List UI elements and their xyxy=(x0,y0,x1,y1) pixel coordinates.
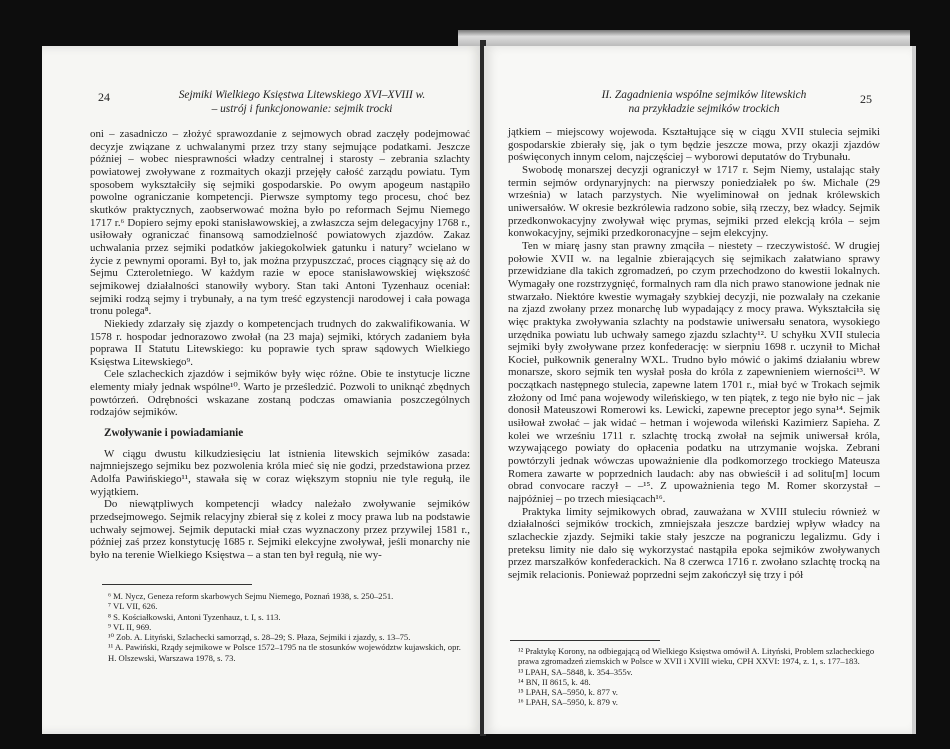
running-head-left-line2: – ustrój i funkcjonowanie: sejmik trocki xyxy=(211,103,393,115)
running-head-right xyxy=(554,88,854,116)
running-head-right-line2: na przykładzie sejmików trockich xyxy=(628,103,780,115)
paragraph: oni – zasadniczo – złożyć sprawozdanie z sejmowych obrad zaczęły podejmować decyzje związane z uchwalanymi przez trzy stany sejmujące podatkami. Jeszcze później – wobec niesprawności władzy centralnej i starosty – zebrania szlachty powiatowej zwoływane z rozmaitych okazji przejęły całość zarządu powiatu. Tym sposobem wykształciły się sejmiki gospodarskie. Po owym apogeum nastąpiło powolne ograniczanie kompetencji. Pierwsze symptomy tego procesu, choć bez skutków praktycznych, zaobserwować można było po reformach Sejmu Niemego 1717 r.⁶ Dopiero sejmy epoki stanisławowskiej, a zwłaszcza sejm delegacyjny 1768 r., usiłowały ograniczać finansową samodzielność powiatowych zjazdów. Zakaz uchwalania przez sejmiki podatków jakiegokolwiek gatunku i natury⁷ wcielano w życie z pewnymi oporami. Był to, jak można przypuszczać, proces ciągnący się aż do Sejmu Czteroletniego. W każdym razie w epoce stanisławowskiej większość sejmikowej działalności stanowiły wybory. Stan taki Antoni Tyzenhauz oceniał: sejmiki rodzą sejmy i trybunały, a na tym treść egzystencji narodowej i cała powaga tronu polega⁸. xyxy=(90,128,470,318)
footnote: ¹⁶ LPAH, SA–5950, k. 879 v. xyxy=(518,697,618,708)
running-head-left-line1: Sejmiki Wielkiego Księstwa Litewskiego XVI–XVIII w. xyxy=(178,89,426,101)
paragraph: Niekiedy zdarzały się zjazdy o kompetencjach trudnych do zakwalifikowania. W 1578 r. hospodar jednorazowo zwołał (na 23 maja) sejmiki, których zadaniem była poprawa II Statutu Litewskiego: ku poprawie tych spraw sądowych Wielkiego Księstwa Litewskiego⁹. xyxy=(90,317,470,368)
footnote: ¹² Praktykę Korony, na odbiegającą od Wielkiego Księstwa omówił A. Lityński, Problem szlacheckiego prawa zgromadzeń ziemskich w Polsce w XVII i XVIII wieku, CPH XXVI: 1974, z. 1, s. 177–183. xyxy=(518,646,875,667)
paragraph: Praktyka limity sejmikowych obrad, zauważana w XVIII stuleciu również w działalności sejmików trockich, zmniejszała jeszcze bardziej wpływ władcy na szlacheckie zjazdy. Sejmiki takie stały jeszcze na pograniczu legalizmu. Gdy i preteksu limity nie dało się wykorzystać nastąpiła epoka sejmików zwoływanych przez marszałków konfederackich. Na 8 czerwca 1716 r. zwołano szlachtę trocką na sejmik relacionis. Ponieważ poprzedni sejm zakończył się trzy i pół xyxy=(508,505,880,581)
section-heading: Zwoływanie i powiadamianie xyxy=(104,427,244,440)
right-footnotes xyxy=(506,646,880,708)
book-top-edge xyxy=(458,30,910,46)
footnote: ¹⁵ LPAH, SA–5950, k. 877 v. xyxy=(518,687,618,698)
right-body-text xyxy=(508,126,880,582)
left-body-text xyxy=(90,128,470,562)
footnote: ¹⁰ Zob. A. Lityński, Szlachecki samorząd, s. 28–29; S. Płaza, Sejmiki i zjazdy, s. 13–75. xyxy=(108,632,411,643)
footnote: ⁸ S. Kościałkowski, Antoni Tyzenhauz, t. I, s. 113. xyxy=(108,611,281,622)
footnote: ⁹ VL II, 969. xyxy=(108,621,152,632)
footnote-rule xyxy=(510,640,660,641)
footnote: ¹¹ A. Pawiński, Rządy sejmikowe w Polsce 1572–1795 na tle stosunków województw kujawskich, opr. H. Olszewski, Warszawa 1978, s. 73. xyxy=(108,642,461,663)
running-head-right-line1: II. Zagadnienia wspólne sejmików litewskich xyxy=(601,89,807,101)
footnote: ⁷ VL VII, 626. xyxy=(108,601,158,612)
paragraph: Swobodę monarszej decyzji ograniczył w 1717 r. Sejm Niemy, ustalając stały termin sejmów ordynaryjnych: na pierwszy poniedziałek po św. Michale (29 września) w latach parzystych. Nie wyeliminował on jednak królewskich uniwersałów. W okresie bezkrólewia radzono sobie, siłą rzeczy, bez władcy. Sejmik przedkonwokacyjny zwoływał więc prymas, sejmiki przed elekcją króla – sejm konwokacyjny, sejmiki przedkoronacyjne – sejm elekcyjny. xyxy=(508,163,880,240)
footnote: ⁶ M. Nycz, Geneza reform skarbowych Sejmu Niemego, Poznań 1938, s. 250–251. xyxy=(108,591,394,601)
footnote: ¹³ LPAH, SA–5848, k. 354–355v. xyxy=(518,666,633,677)
paragraph: Do niewątpliwych kompetencji władcy należało zwoływanie sejmików przedsejmowego. Sejmik relacyjny zbierał się z kolei z mocy prawa lub na podstawie uchwały sejmowej. Sejmik deputacki miał czas wyznaczony przez przywilej 1581 r., później zaś przez konstytucję 1685 r. Sejmiki elekcyjne zwoływał, jeśli monarchy nie było na terenie Wielkiego Księstwa – a stan ten był regułą, nie wy- xyxy=(90,498,470,561)
paragraph: jątkiem – miejscowy wojewoda. Kształtujące się w ciągu XVII stulecia sejmiki gospodarskie zbierały się, jak o tym będzie jeszcze mowa, przy okazji zjazdów poświęconych innym celom, najczęściej – wyborowi deputatów do Trybunału. xyxy=(508,126,880,164)
left-footnotes xyxy=(96,591,470,663)
paragraph: W ciągu dwustu kilkudziesięciu lat istnienia litewskich sejmików zasada: najmniejszego sejmiku bez pozwolenia króla mieć się nie godzi, przedstawiona przez Adolfa Pawińskiego¹¹, stawała się w coraz większym stopniu nie tyle regułą, ile wyjątkiem. xyxy=(90,447,470,498)
left-page xyxy=(42,46,482,734)
book-right-edge xyxy=(912,46,916,734)
page-number-left: 24 xyxy=(98,90,110,104)
footnote-rule xyxy=(102,584,252,585)
paragraph: Cele szlacheckich zjazdów i sejmików były więc różne. Obie te instytucje liczne elementy miały jednak wspólne¹⁰. Warto je prześledzić. Pozwoli to uniknąć zbędnych powtórzeń. Odrębności wskazane zostaną podczas omawiania poszczególnych rodzajów sejmików. xyxy=(90,368,470,419)
footnote: ¹⁴ BN, II 8615, k. 48. xyxy=(518,676,591,687)
paragraph: Ten w miarę jasny stan prawny zmąciła – niestety – rzeczywistość. W drugiej połowie XVII w. na legalnie zbierających się sejmikach załatwiano sprawy przewidziane dla takich zgromadzeń, po czym przechodzono do kwestii lokalnych. Wymagały one rozstrzygnięć, formalnych ram dla nich prawo stanowione jednak nie stwarzało. Niektóre kwestie wymagały szybkiej decyzji, nie pozwalały na czekanie na zjazd zwołany przez monarchę lub wypadający z mocy prawa. Wykształciła się więc praktyka zwoływania szlachty na podstawie uniwersału senatora, wysokiego urzędnika powiatu lub uchwały samego zjazdu szlachty¹². U schyłku XVII stulecia sejmiki były zwoływane przez konfederację: w sierpniu 1698 r. uczynił to Michał Kocieł, pułkownik generalny WXL. Trudno było mówić o jakimś działaniu wbrew monarsze, skoro sejmik ten wysłał posła do króla z zapewnieniem wierności¹³. W początkach następnego stulecia, zapewne latem 1701 r., miał być w Trokach sejmik złożony od Imć pana wojewody wileńskiego, w ten piątek, z tego nie było nic – jak donosił Mateuszowi Romerowi ks. Lewicki, zapewne preceptor jego syna¹⁴. Sejmik usiłował zwołać – jak widać – hetman i wojewoda wileński Kazimierz Sapieha. Z kolei we wrześniu 1711 r. szlachtę trocką zwołał na sejmik uniwersał króla, wzywającego powiaty do opłacenia podatku na utrzymanie wojska. Zebrani powtórzyli jednak wówczas upoważnienie dla podkomorzego trockiego Mateusza Romera zawarte w poprzednich laudach: aby nas obwieścił i ad solitu[m] locum obrad convocare raczył – –¹⁵. Z upoważnienia tego M. Romer skorzystał – najpóźniej – po trzech miesiącach¹⁶. xyxy=(508,239,880,506)
right-page xyxy=(484,46,912,734)
page-number-right: 25 xyxy=(860,92,872,106)
running-head-left xyxy=(152,88,452,116)
